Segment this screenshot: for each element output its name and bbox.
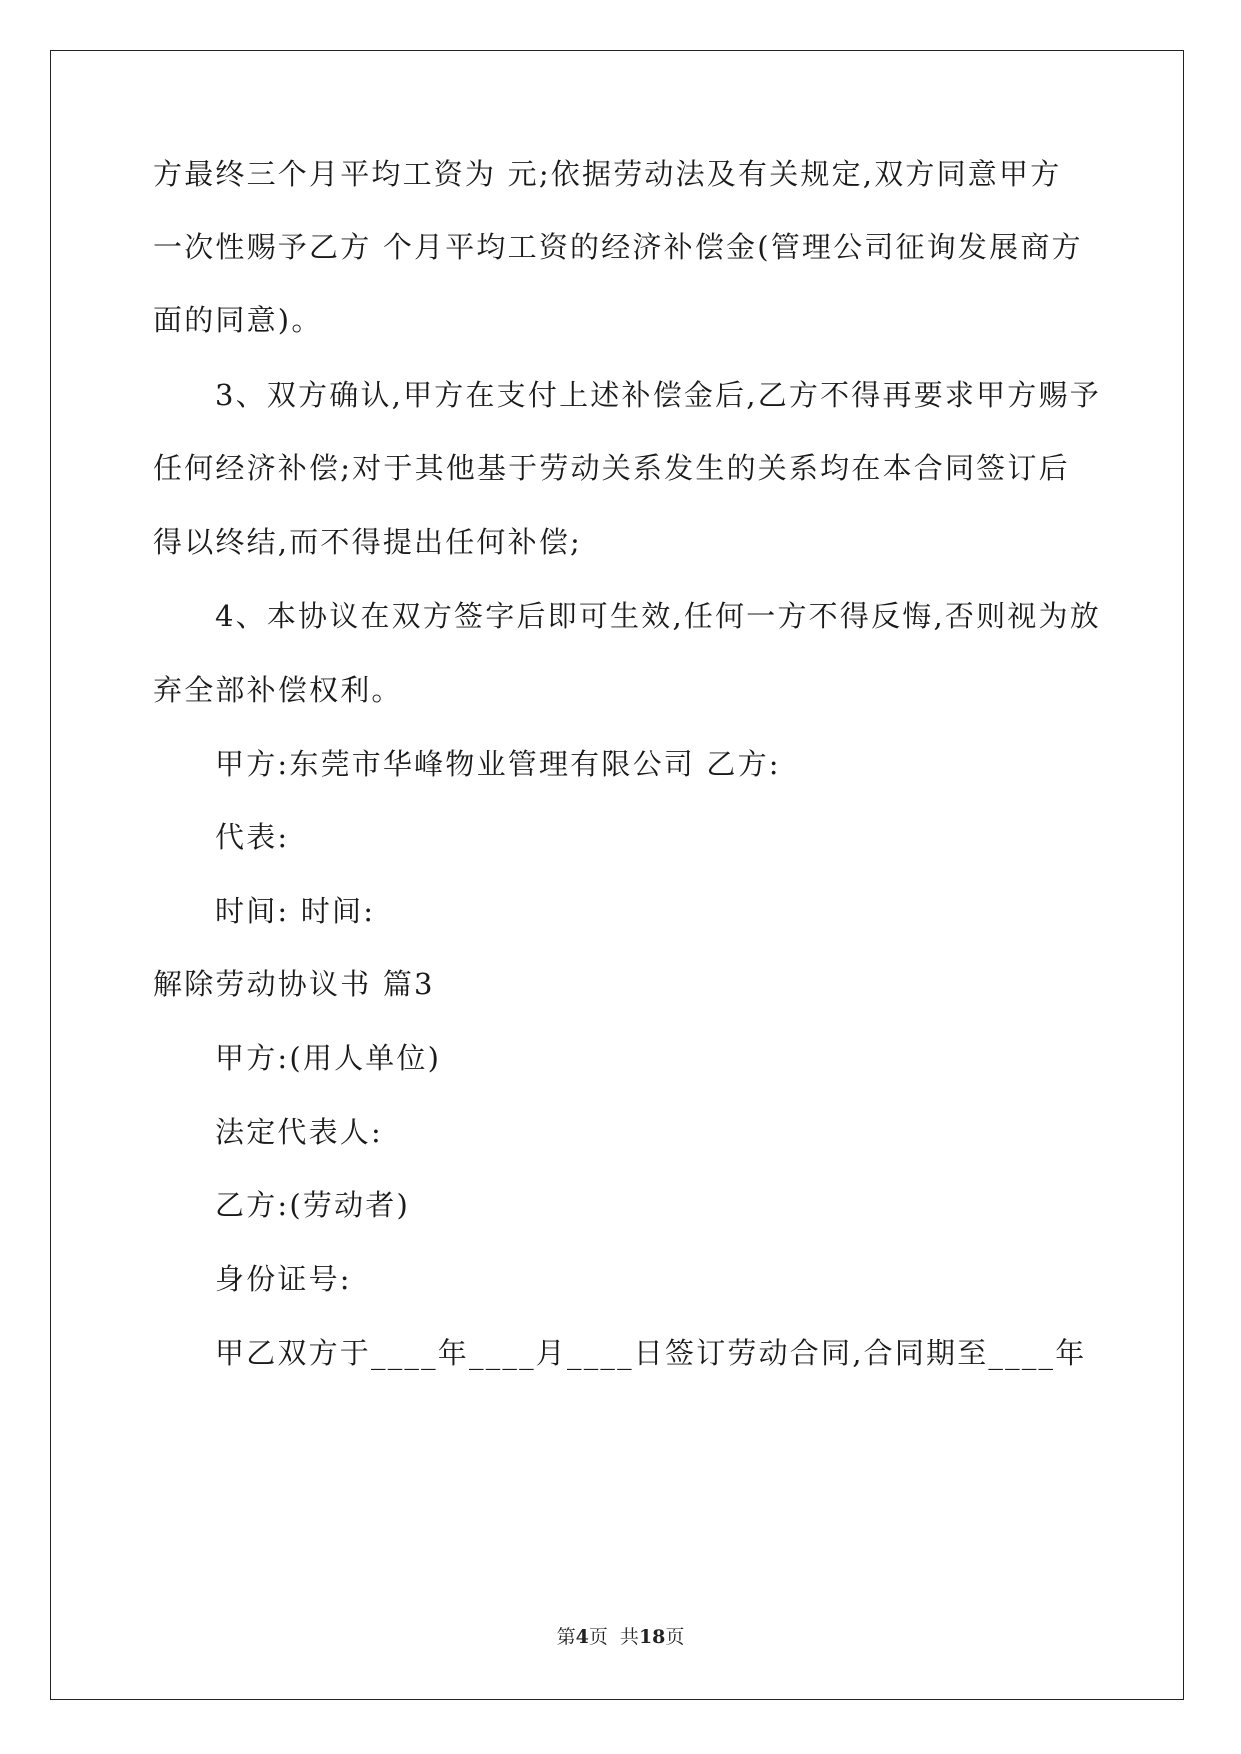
clause-4-line: 4、本协议在双方签字后即可生效,任何一方不得反悔,否则视为放 xyxy=(215,599,1101,633)
footer-total-pages: 18 xyxy=(638,1626,666,1648)
party-a-line: 甲方:(用人单位) xyxy=(215,1041,442,1075)
footer-prefix: 第 xyxy=(556,1626,576,1648)
text-line: 一次性赐予乙方 个月平均工资的经济补偿金(管理公司征询发展商方 xyxy=(153,230,1083,264)
page-footer xyxy=(0,1622,1241,1649)
text-line: 方最终三个月平均工资为 元;依据劳动法及有关规定,双方同意甲方 xyxy=(153,157,1062,191)
footer-mid: 页 共 xyxy=(588,1626,639,1648)
text-line: 面的同意)。 xyxy=(153,303,323,337)
party-b-line: 乙方:(劳动者) xyxy=(215,1188,410,1222)
signature-party-line: 甲方:东莞市华峰物业管理有限公司 乙方: xyxy=(215,747,781,781)
text-line: 弃全部补偿权利。 xyxy=(153,673,403,707)
footer-suffix: 页 xyxy=(665,1626,685,1648)
signature-representative: 代表: xyxy=(215,820,290,854)
text-line: 任何经济补偿;对于其他基于劳动关系发生的关系均在本合同签订后 xyxy=(153,451,1070,485)
id-number-line: 身份证号: xyxy=(215,1262,352,1296)
contract-date-line: 甲乙双方于____年____月____日签订劳动合同,合同期至____年 xyxy=(215,1336,1087,1370)
signature-time: 时间: 时间: xyxy=(215,894,376,928)
page-border xyxy=(50,50,1184,1700)
footer-page-number: 4 xyxy=(575,1626,589,1648)
text-line: 得以终结,而不得提出任何补偿; xyxy=(153,525,582,559)
legal-rep-line: 法定代表人: xyxy=(215,1115,383,1149)
section-title: 解除劳动协议书 篇3 xyxy=(153,967,435,1001)
clause-3-line: 3、双方确认,甲方在支付上述补偿金后,乙方不得再要求甲方赐予 xyxy=(215,378,1101,412)
